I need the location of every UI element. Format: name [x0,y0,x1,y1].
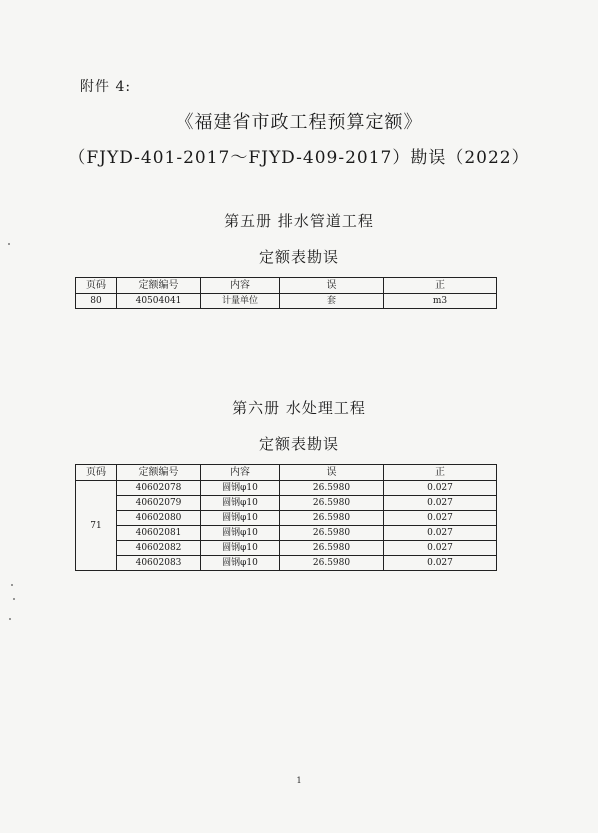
cell-wrong: 26.5980 [280,541,384,556]
table-row [76,541,497,556]
header-page: 页码 [76,278,117,294]
scan-speck [9,618,11,620]
cell-content: 圆钢φ10 [201,526,280,541]
cell-correct: 0.027 [384,496,497,511]
section6-table [75,464,497,571]
header-correct: 正 [384,278,497,294]
header-code: 定额编号 [117,278,201,294]
cell-code: 40602083 [117,556,201,571]
cell-content: 圆钢φ10 [201,511,280,526]
header-wrong: 误 [280,465,384,481]
attachment-label: 附件 4: [80,79,132,95]
table-row [76,526,497,541]
cell-wrong: 套 [280,294,384,309]
cell-wrong: 26.5980 [280,556,384,571]
page-number: 1 [296,776,302,785]
header-content: 内容 [201,278,280,294]
document-subtitle: （FJYD-401-2017～FJYD-409-2017）勘误（2022） [68,148,530,168]
cell-correct: m3 [384,294,497,309]
section5-subtitle: 定额表勘误 [258,248,339,266]
cell-page: 80 [76,294,117,309]
cell-correct: 0.027 [384,541,497,556]
cell-content: 圆钢φ10 [201,556,280,571]
cell-wrong: 26.5980 [280,496,384,511]
section5-table [75,277,497,309]
table-header-row [76,465,497,481]
cell-code: 40602081 [117,526,201,541]
cell-content: 计量单位 [201,294,280,309]
cell-correct: 0.027 [384,526,497,541]
table-row [76,556,497,571]
cell-code: 40602078 [117,481,201,496]
cell-wrong: 26.5980 [280,511,384,526]
cell-page: 71 [76,481,117,571]
scan-speck [13,598,15,600]
cell-correct: 0.027 [384,556,497,571]
section6-title: 第六册 水处理工程 [232,399,366,417]
table-row [76,481,497,496]
section5-title: 第五册 排水管道工程 [224,212,374,230]
table-row [76,496,497,511]
scan-speck [8,243,10,245]
table-row [76,511,497,526]
header-content: 内容 [201,465,280,481]
header-correct: 正 [384,465,497,481]
document-title: 《福建省市政工程预算定额》 [175,112,423,133]
header-code: 定额编号 [117,465,201,481]
cell-wrong: 26.5980 [280,526,384,541]
cell-code: 40504041 [117,294,201,309]
table-header-row [76,278,497,294]
cell-wrong: 26.5980 [280,481,384,496]
header-page: 页码 [76,465,117,481]
header-wrong: 误 [280,278,384,294]
cell-correct: 0.027 [384,511,497,526]
cell-code: 40602079 [117,496,201,511]
table-row [76,294,497,309]
cell-content: 圆钢φ10 [201,481,280,496]
section6-subtitle: 定额表勘误 [258,435,339,453]
cell-content: 圆钢φ10 [201,496,280,511]
cell-code: 40602082 [117,541,201,556]
cell-code: 40602080 [117,511,201,526]
scan-speck [11,584,13,586]
cell-content: 圆钢φ10 [201,541,280,556]
cell-correct: 0.027 [384,481,497,496]
